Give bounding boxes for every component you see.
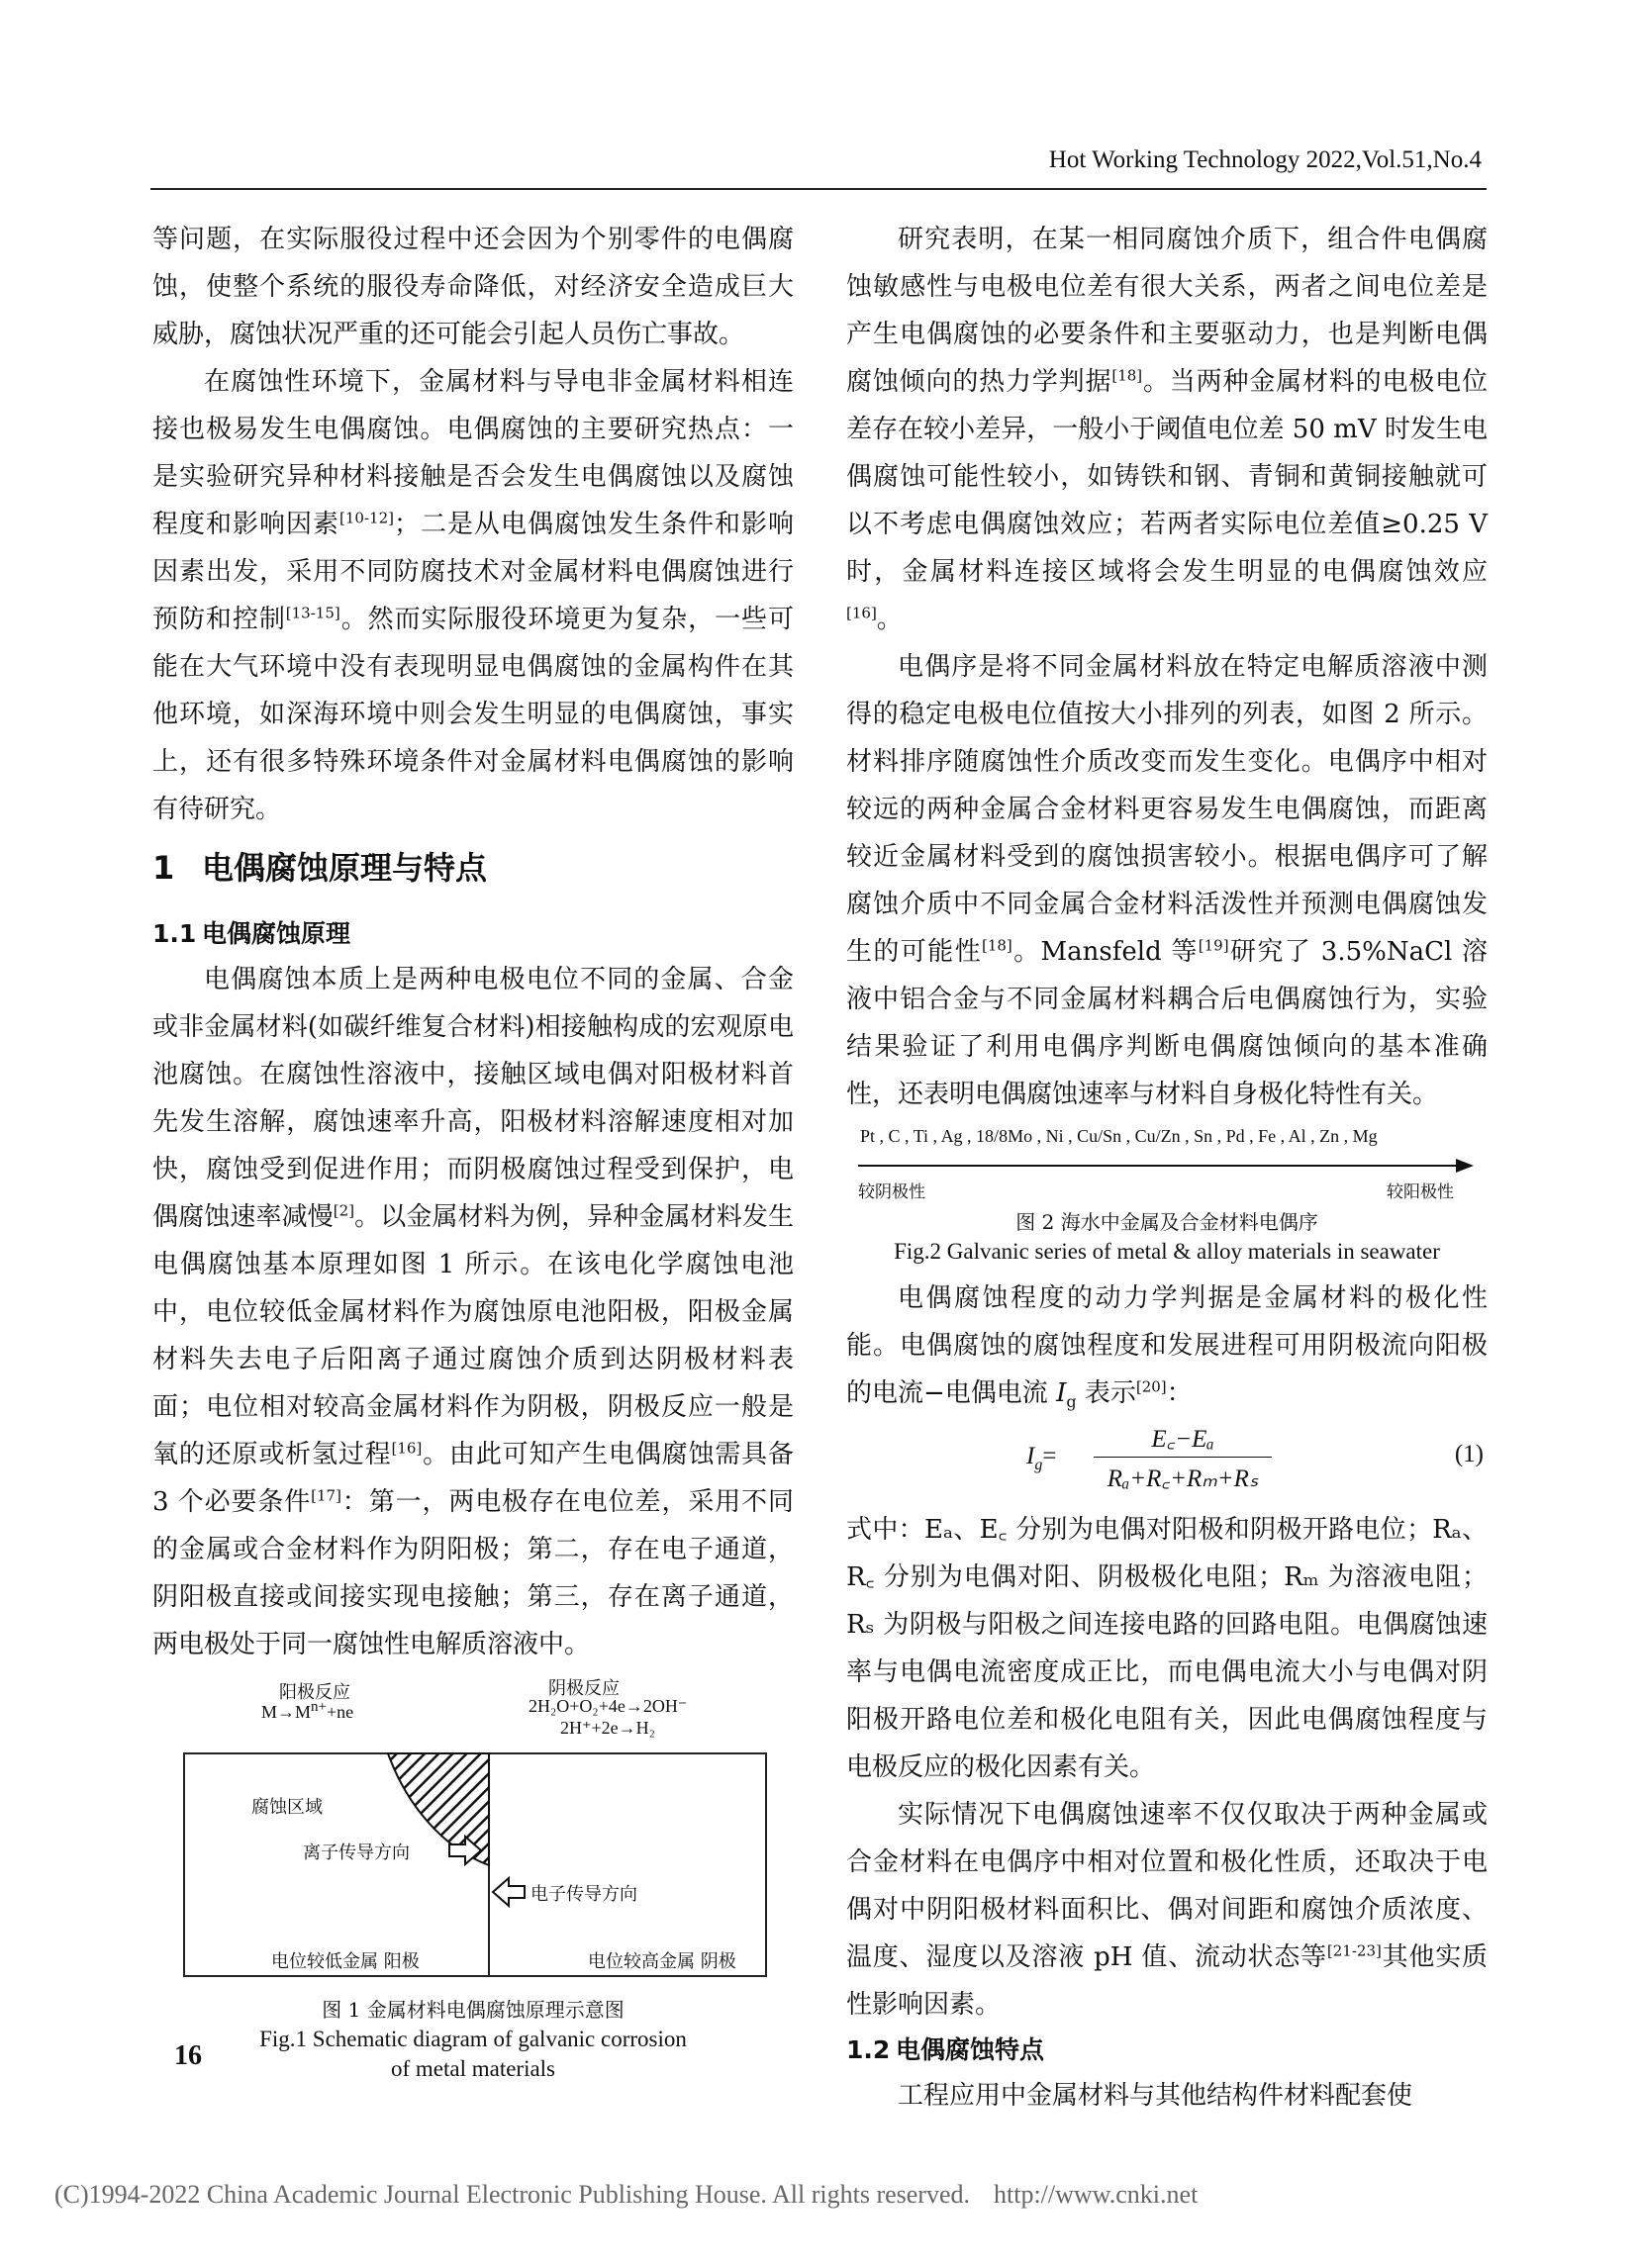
right-paragraph-5: 实际情况下电偶腐蚀速率不仅仅取决于两种金属或合金材料在电偶序中相对位置和极化性质，还取决于电偶对中阴阳极材料面积比、偶对间距和腐蚀介质浓度、温度、湿度以及溶液 pH 值、流动状态等[21-23]其他实质性影响因素。: [846, 1800, 1488, 2020]
right-paragraph-1: 研究表明，在某一相同腐蚀介质下，组合件电偶腐蚀敏感性与电极电位差有很大关系，两者之间电位差是产生电偶腐蚀的必要条件和主要驱动力，也是判断电偶腐蚀倾向的热力学判据[18]。当两种金属材料的电极电位差存在较小差异，一般小于阈值电位差 50 mV 时发生电偶腐蚀可能性较小，如铸铁和钢、青铜和黄铜接触就可以不考虑电偶腐蚀效应；若两者实际电位差值≥0.25 V 时，金属材料连接区域将会发生明显的电偶腐蚀效应[16]。: [846, 225, 1488, 634]
copyright-footer: (C)1994-2022 China Academic Journal Electronic Publishing House. All rights reserved. http://www.cnki.net: [54, 2180, 1199, 2209]
equation-number: (1): [1454, 1441, 1484, 1467]
figure-1-caption-cn: 图 1 金属材料电偶腐蚀原理示意图: [322, 1998, 625, 2022]
equation-lhs: $I_g=$: [1026, 1443, 1057, 1473]
cathode-reaction-title: 阴极反应: [548, 1678, 620, 1699]
left-column: [152, 216, 794, 2084]
anodic-label: 较阳极性: [1387, 1182, 1454, 1202]
figure-1: [152, 1674, 794, 1981]
journal-header: Hot Working Technology 2022,Vol.51,No.4: [1048, 146, 1482, 173]
ion-direction-label: 离子传导方向: [303, 1843, 410, 1863]
electron-direction-label: 电子传导方向: [530, 1884, 637, 1905]
equation-numerator: E꜀−Eₐ: [1151, 1426, 1214, 1453]
page-number: 16: [174, 2040, 202, 2071]
figure-2-caption-cn: 图 2 海水中金属及合金材料电偶序: [1015, 1210, 1318, 1234]
right-paragraph-3: 电偶腐蚀程度的动力学判据是金属材料的极化性能。电偶腐蚀的腐蚀程度和发展进程可用阴极流向阳极的电流−电偶电流 $I_g$ 表示[20]：: [846, 1283, 1488, 1412]
figure-1-caption-en-1: Fig.1 Schematic diagram of galvanic corrosion: [259, 2027, 687, 2051]
right-column: [846, 216, 1488, 2120]
right-paragraph-2: 电偶序是将不同金属材料放在特定电解质溶液中测得的稳定电极电位值按大小排列的列表，如图 2 所示。材料排序随腐蚀性介质改变而发生变化。电偶序中相对较远的两种金属合金材料更容易发生电偶腐蚀，而距离较近金属材料受到的腐蚀损害较小。根据电偶序可了解腐蚀介质中不同金属合金材料活泼性并预测电偶腐蚀发生的可能性[18]。Mansfeld 等[19]研究了 3.5%NaCl 溶液中铝合金与不同金属材料耦合后电偶腐蚀行为，实验结果验证了利用电偶序判断电偶腐蚀倾向的基本准确性，还表明电偶腐蚀速率与材料自身极化特性有关。: [846, 652, 1488, 1109]
anode-metal-label: 电位较低金属 阳极: [271, 1951, 420, 1972]
figure-1-diagram: [152, 1674, 794, 1981]
equation-1: [846, 1421, 1488, 1500]
corrosion-zone-label: 腐蚀区域: [251, 1797, 323, 1818]
footer-url[interactable]: http://www.cnki.net: [994, 2180, 1199, 2209]
cathode-reaction-equation-2: 2H⁺+2e→H₂: [560, 1718, 655, 1738]
cathode-metal-label: 电位较高金属 阴极: [588, 1951, 736, 1972]
section-1-2-heading: 1.2 电偶腐蚀特点: [846, 2035, 1045, 2064]
left-paragraph-1: 等问题，在实际服役过程中还会因为个别零件的电偶腐蚀，使整个系统的服役寿命降低，对经济安全造成巨大威胁，腐蚀状况严重的还可能会引起人员伤亡事故。: [152, 225, 794, 349]
right-paragraph-4: 式中：Eₐ、E꜀ 分别为电偶对阳极和阴极开路电位；Rₐ、R꜀ 分别为电偶对阳、阴极极化电阻；Rₘ 为溶液电阻；Rₛ 为阴极与阳极之间连接电路的回路电阻。电偶腐蚀速率与电偶电流密度成正比，而电偶电流大小与电偶对阴阳极开路电位差和极化电阻有关，因此电偶腐蚀程度与电极反应的极化因素有关。: [846, 1515, 1488, 1782]
header-rule: [150, 188, 1487, 190]
anode-reaction-title: 阳极反应: [279, 1682, 350, 1703]
fraction-bar: [1094, 1457, 1272, 1458]
section-1-heading: 1 电偶腐蚀原理与特点: [152, 849, 488, 887]
figure-2-caption-en: Fig.2 Galvanic series of metal & alloy materials in seawater: [894, 1239, 1440, 1264]
cathodic-label: 较阴极性: [858, 1182, 925, 1202]
right-paragraph-6: 工程应用中金属材料与其他结构件材料配套使: [898, 2081, 1413, 2111]
section-1-1-heading: 1.1 电偶腐蚀原理: [152, 919, 351, 948]
anode-reaction-equation: $M\to M^{n+}+ne$: [261, 1699, 354, 1722]
equation-denominator: Rₐ+R꜀+Rₘ+Rₛ: [1107, 1465, 1259, 1492]
figure-1-caption-en-2: of metal materials: [390, 2056, 556, 2081]
electron-direction-arrow: [493, 1878, 525, 1906]
figure-2: [846, 1126, 1488, 1203]
left-paragraph-2: 在腐蚀性环境下，金属材料与导电非金属材料相连接也极易发生电偶腐蚀。电偶腐蚀的主要研究热点：一是实验研究异种材料接触是否会发生电偶腐蚀以及腐蚀程度和影响因素[10-12]；二是从电偶腐蚀发生条件和影响因素出发，采用不同防腐技术对金属材料电偶腐蚀进行预防和控制[13-15]。然而实际服役环境更为复杂，一些可能在大气环境中没有表现明显电偶腐蚀的金属构件在其他环境，如深海环境中则会发生明显的电偶腐蚀，事实上，还有很多特殊环境条件对金属材料电偶腐蚀的影响有待研究。: [152, 367, 794, 824]
cathode-reaction-equation-1: 2H₂O+O₂+4e→2OH⁻: [529, 1696, 688, 1716]
galvanic-series-list: Pt , C , Ti , Ag , 18/8Mo , Ni , Cu/Sn , Cu/Zn , Sn , Pd , Fe , Al , Zn , Mg: [860, 1126, 1378, 1146]
galvanic-series-arrow: [846, 1154, 1488, 1178]
left-paragraph-3: 电偶腐蚀本质上是两种电极电位不同的金属、合金或非金属材料(如碳纤维复合材料)相接触构成的宏观原电池腐蚀。在腐蚀性溶液中，接触区域电偶对阳极材料首先发生溶解，腐蚀速率升高，阳极材料溶解速度相对加快，腐蚀受到促进作用；而阴极腐蚀过程受到保护，电偶腐蚀速率减慢[2]。以金属材料为例，异种金属材料发生电偶腐蚀基本原理如图 1 所示。在该电化学腐蚀电池中，电位较低金属材料作为腐蚀原电池阳极，阳极金属材料失去电子后阳离子通过腐蚀介质到达阴极材料表面；电位相对较高金属材料作为阴极，阴极反应一般是氧的还原或析氢过程[16]。由此可知产生电偶腐蚀需具备 3 个必要条件[17]：第一，两电极存在电位差，采用不同的金属或合金材料作为阴阳极；第二，存在电子通道，阴阳极直接或间接实现电接触；第三，存在离子通道，两电极处于同一腐蚀性电解质溶液中。: [152, 965, 794, 1659]
